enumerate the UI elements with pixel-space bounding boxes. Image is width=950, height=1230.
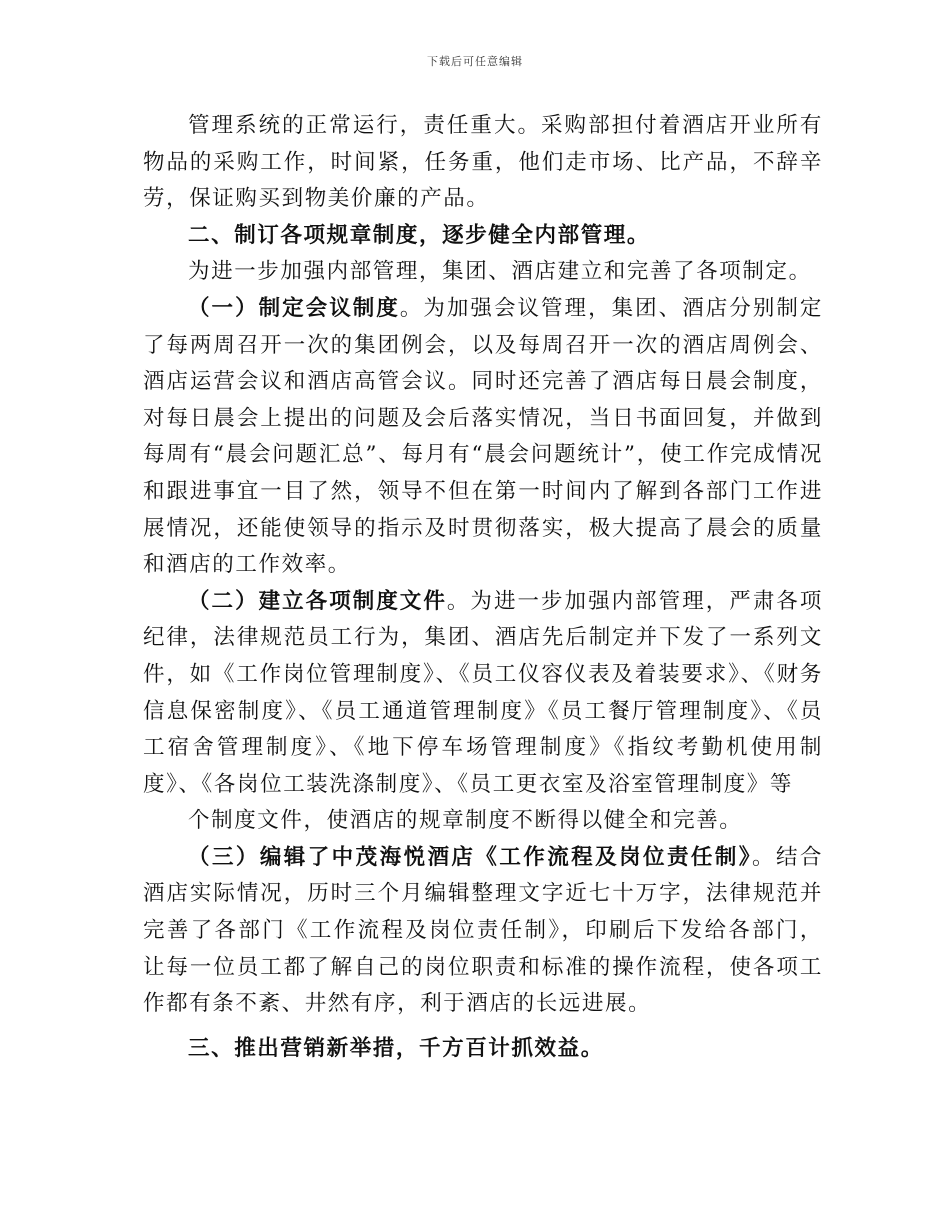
paragraph-policy-documents [143, 584, 823, 804]
section-heading-two: 二、制订各项规章制度，逐步健全内部管理。 [188, 222, 651, 248]
policy-documents-body: 。为进一步加强内部管理，严肃各项纪律，法律规范员工行为，集团、酒店先后制定并下发了一系列文件，如《工作岗位管理制度》、《员工仪容仪表及着装要求》、《财务信息保密制度》、《员工通道管理制度》《员工餐厅管理制度》、《员工宿舍管理制度》、《地下停车场管理制度》《指纹考勤机使用制度》、《各岗位工装洗涤制度》、《员工更衣室及浴室管理制度》等 [143, 588, 823, 797]
subheading-policy-documents: （二）建立各项制度文件 [188, 588, 447, 614]
document-body [143, 108, 823, 1067]
paragraph-procurement: 管理系统的正常运行，责任重大。采购部担付着酒店开业所有物品的采购工作，时间紧，任务重，他们走市场、比产品，不辞辛劳，保证购买到物美价廉的产品。 [143, 113, 823, 212]
paragraph-meeting-system [143, 291, 823, 584]
workflow-handbook-body: 。结合酒店实际情况，历时三个月编辑整理文字近七十万字，法律规范并完善了各部门《工作流程及岗位责任制》，印刷后下发给各部门，让每一位员工都了解自己的岗位职责和标准的操作流程，使各项工作都有条不紊、井然有序，利于酒店的长远进展。 [143, 844, 823, 1017]
meeting-system-body: 。为加强会议管理，集团、酒店分别制定了每两周召开一次的集团例会，以及每周召开一次的酒店周例会、酒店运营会议和酒店高管会议。同时还完善了酒店每日晨会制度，对每日晨会上提出的问题及会后落实情况，当日书面回复，并做到每周有“晨会问题汇总”、每月有“晨会问题统计”，使工作完成情况和跟进事宜一目了然，领导不但在第一时间内了解到各部门工作进展情况，还能使领导的指示及时贯彻落实，极大提高了晨会的质量和酒店的工作效率。 [143, 295, 823, 578]
subheading-meeting-system: （一）制定会议制度 [188, 295, 400, 321]
paragraph-workflow-handbook [143, 840, 823, 1023]
paragraph-policy-documents-tail: 个制度文件，使酒店的规章制度不断得以健全和完善。 [188, 808, 743, 834]
paragraph-intro-rules: 为进一步加强内部管理，集团、酒店建立和完善了各项制定。 [188, 259, 812, 285]
section-heading-three: 三、推出营销新举措，千方百计抓效益。 [188, 1035, 604, 1061]
subheading-workflow-handbook: （三）编辑了中茂海悦酒店《工作流程及岗位责任制》 [188, 844, 752, 870]
page-header: 下载后可任意编辑 [427, 55, 523, 68]
